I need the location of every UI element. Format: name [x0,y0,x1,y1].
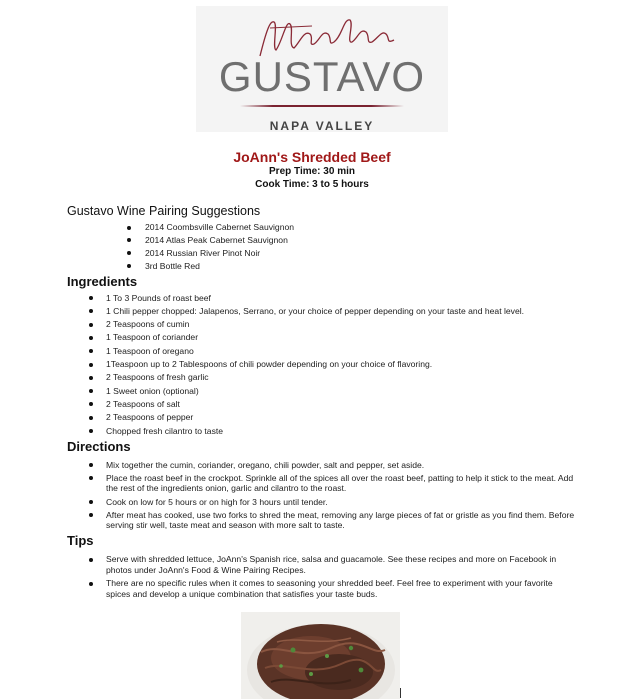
list-item: 2014 Coombsville Cabernet Sauvignon [67,222,577,233]
list-item: 2 Teaspoons of cumin [67,319,577,330]
ingredients-section [67,274,577,436]
text-cursor [400,688,401,698]
list-item: There are no specific rules when it comes to seasoning your shredded beef. Feel free to experiment with your favorite spices and develop a unique combination that satisfies your taste buds. [67,578,577,599]
list-item: 2 Teaspoons of fresh garlic [67,372,577,383]
directions-list [67,460,577,531]
tips-heading: Tips [67,533,94,549]
list-item: Mix together the cumin, coriander, oregano, chili powder, salt and pepper, set aside. [67,460,577,471]
list-item: Cook on low for 5 hours or on high for 3 hours until tender. [67,497,577,508]
list-item: 2 Teaspoons of salt [67,399,577,410]
brand-name: GUSTAVO [218,53,426,100]
list-item: 1 Chili pepper chopped: Jalapenos, Serrano, or your choice of pepper depending on your taste and heat level. [67,306,577,317]
tips-list [67,554,577,599]
list-item: Chopped fresh cilantro to taste [67,426,577,437]
recipe-content [67,204,577,602]
ingredients-heading: Ingredients [67,273,138,289]
list-item: 2014 Russian River Pinot Noir [67,248,577,259]
list-item: 1 Teaspoon of coriander [67,332,577,343]
list-item: Serve with shredded lettuce, JoAnn's Spanish rice, salsa and guacamole. See these recipes and more on Facebook in photos under JoAnn's Food & Wine Pairing Recipes. [67,554,577,575]
list-item: 1 Teaspoon of oregano [67,346,577,357]
list-item: 2014 Atlas Peak Cabernet Sauvignon [67,235,577,246]
gustavo-logo [196,6,448,132]
prep-time: Prep Time: 30 min [269,166,355,177]
recipe-header [0,149,624,191]
shredded-beef-photo [241,612,400,699]
recipe-title: JoAnn's Shredded Beef [233,149,391,165]
list-item: Place the roast beef in the crockpot. Sprinkle all of the spices all over the roast beef, patting to help it stick to the meat. Add the rest of the ingredients onion, garlic and cilantro to the roast. [67,473,577,494]
list-item: 3rd Bottle Red [67,261,577,272]
brand-region: NAPA VALLEY [269,119,375,133]
shredded-beef-image [241,612,400,699]
directions-heading: Directions [67,438,131,454]
list-item: 2 Teaspoons of pepper [67,412,577,423]
wine-pairing-heading: Gustavo Wine Pairing Suggestions [67,204,261,218]
list-item: 1 To 3 Pounds of roast beef [67,293,577,304]
ingredients-list [67,293,577,436]
wine-pairing-section [67,204,577,271]
brand-divider [240,105,404,107]
cook-time: Cook Time: 3 to 5 hours [255,179,369,190]
directions-section [67,439,577,531]
list-item: After meat has cooked, use two forks to shred the meat, removing any large pieces of fat or gristle as you find them. Before serving stir well, taste meat and season with more salt to taste. [67,510,577,531]
list-item: 1Teaspoon up to 2 Tablespoons of chili powder depending on your choice of flavoring. [67,359,577,370]
tips-section [67,533,577,599]
list-item: 1 Sweet onion (optional) [67,386,577,397]
wine-pairing-list [67,222,577,271]
